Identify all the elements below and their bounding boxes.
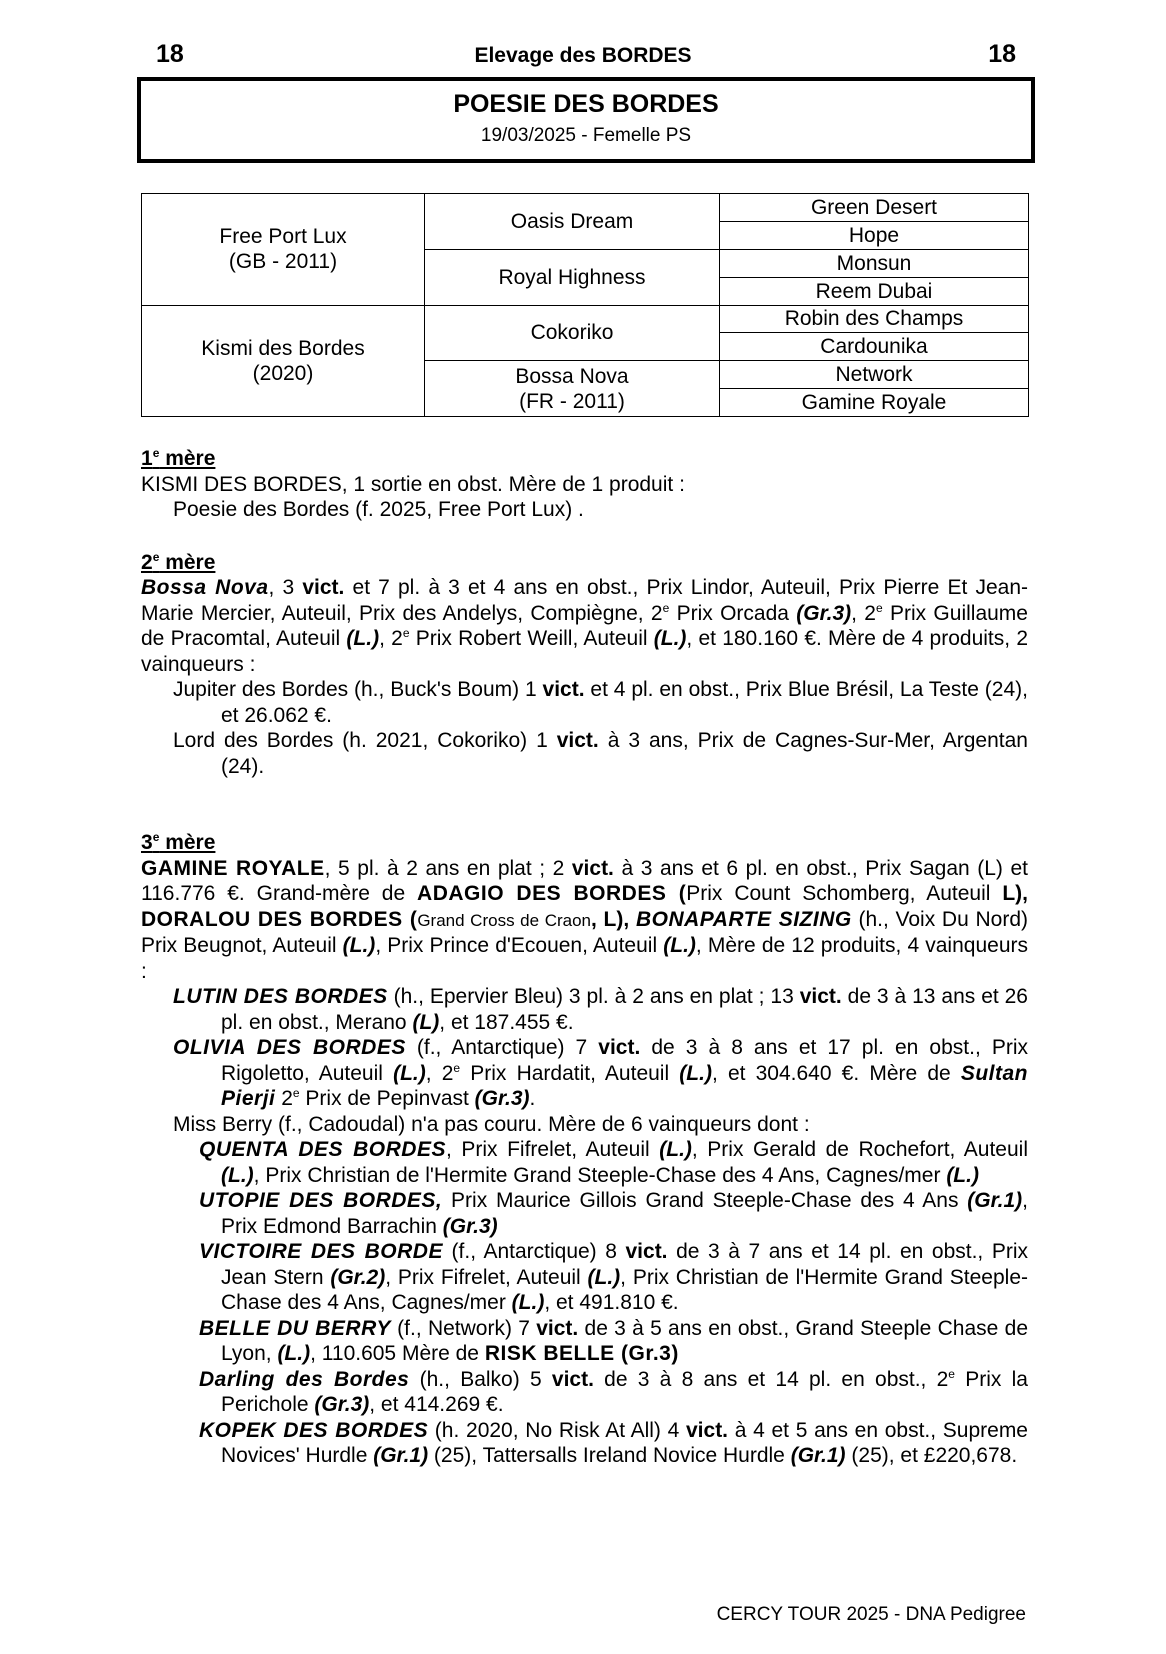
produce-item: Jupiter des Bordes (h., Buck's Boum) 1 vict. et 4 pl. en obst., Prix Blue Brésil, La Teste (24), et 26.062 €. xyxy=(173,678,1028,727)
pedigree-table xyxy=(141,193,1029,417)
grand-produce-item: VICTOIRE DES BORDE (f., Antarctique) 8 vict. de 3 à 7 ans et 14 pl. en obst., Prix Jean Stern (Gr.2), Prix Fifrelet, Auteuil (L.), Prix Christian de l'Hermite Grand Steeple-Chase des 4 Ans, Cagnes/mer (L.), et 491.810 €. xyxy=(199,1240,1029,1314)
second-dam-text: Bossa Nova, 3 vict. et 7 pl. à 3 et 4 ans en obst., Prix Lindor, Auteuil, Prix Pierre Et Jean-Marie Mercier, Auteuil, Prix des Andelys, Compiègne, 2e Prix Orcada (Gr.3), 2e Prix Guillaume de Pracomtal, Auteuil (L.), 2e Prix Robert Weill, Auteuil (L.), et 180.160 €. Mère de 4 produits, 2 vainqueurs : xyxy=(141,576,1028,676)
title-box xyxy=(137,77,1035,163)
grandparent-cell: Monsun xyxy=(720,249,1029,277)
grandparent-cell: Robin des Champs xyxy=(720,305,1029,333)
page-header xyxy=(150,40,1016,72)
dam-dam-cell: Bossa Nova (FR - 2011) xyxy=(425,361,720,417)
grand-produce-item: Darling des Bordes (h., Balko) 5 vict. de 3 à 8 ans et 14 pl. en obst., 2e Prix la Perichole (Gr.3), et 414.269 €. xyxy=(199,1366,1028,1416)
grand-produce-item: QUENTA DES BORDES, Prix Fifrelet, Auteuil (L.), Prix Gerald de Rochefort, Auteuil (L.), Prix Christian de l'Hermite Grand Steeple-Chase des 4 Ans, Cagnes/mer (L.) xyxy=(199,1138,1028,1187)
sire-cell: Free Port Lux (GB - 2011) xyxy=(142,194,425,306)
grandparent-cell: Gamine Royale xyxy=(720,389,1029,417)
breeder-name: Elevage des BORDES xyxy=(474,44,692,67)
grandparent-cell: Network xyxy=(720,361,1029,389)
lot-number-left: 18 xyxy=(156,40,184,68)
produce-item: LUTIN DES BORDES (h., Epervier Bleu) 3 pl. à 2 ans en plat ; 13 vict. de 3 à 13 ans et 26 pl. en obst., Merano (L), et 187.455 €. xyxy=(173,985,1028,1034)
second-dam-heading: 2e mère xyxy=(141,549,216,574)
grandparent-cell: Reem Dubai xyxy=(720,277,1029,305)
grand-produce-item: BELLE DU BERRY (f., Network) 7 vict. de 3 à 5 ans en obst., Grand Steeple Chase de Lyon, (L.), 110.605 Mère de RISK BELLE (Gr.3) xyxy=(199,1316,1028,1365)
grandparent-cell: Hope xyxy=(720,221,1029,249)
horse-birth-info: 19/03/2025 - Femelle PS xyxy=(480,125,692,146)
grand-produce-item: UTOPIE DES BORDES, Prix Maurice Gillois Grand Steeple-Chase des 4 Ans (Gr.1), Prix Edmond Barrachin (Gr.3) xyxy=(199,1189,1028,1238)
produce-item: Poesie des Bordes (f. 2025, Free Port Lux) . xyxy=(173,498,584,521)
horse-name: POESIE DES BORDES xyxy=(453,90,719,118)
dam-cell: Kismi des Bordes (2020) xyxy=(142,305,425,417)
produce-item: OLIVIA DES BORDES (f., Antarctique) 7 vict. de 3 à 8 ans et 17 pl. en obst., Prix Rigoletto, Auteuil (L.), 2e Prix Hardatit, Auteuil (L.), et 304.640 €. Mère de Sultan Pierji 2e Prix de Pepinvast (Gr.3). xyxy=(173,1036,1029,1110)
pedigree-notes xyxy=(141,441,1028,1469)
third-dam-heading: 3e mère xyxy=(141,830,216,854)
page-footer: CERCY TOUR 2025 - DNA Pedigree xyxy=(716,1604,1026,1625)
dam-sire-cell: Cokoriko xyxy=(425,305,720,361)
produce-item: Miss Berry (f., Cadoudal) n'a pas couru. Mère de 6 vainqueurs dont : xyxy=(173,1112,810,1136)
sire-sire-cell: Oasis Dream xyxy=(425,194,720,250)
produce-item: Lord des Bordes (h. 2021, Cokoriko) 1 vict. à 3 ans, Prix de Cagnes-Sur-Mer, Argentan (24). xyxy=(173,729,1028,778)
lot-number-right: 18 xyxy=(988,40,1016,68)
first-dam-text: KISMI DES BORDES, 1 sortie en obst. Mère de 1 produit : xyxy=(141,472,685,496)
grandparent-cell: Green Desert xyxy=(720,194,1029,222)
grand-produce-item: KOPEK DES BORDES (h. 2020, No Risk At All) 4 vict. à 4 et 5 ans en obst., Supreme Novices' Hurdle (Gr.1) (25), Tattersalls Ireland Novice Hurdle (Gr.1) (25), et £220,678. xyxy=(199,1418,1028,1467)
grandparent-cell: Cardounika xyxy=(720,333,1029,361)
first-dam-heading: 1e mère xyxy=(141,446,216,470)
third-dam-text: GAMINE ROYALE, 5 pl. à 2 ans en plat ; 2 vict. à 3 ans et 6 pl. en obst., Prix Sagan (L) et 116.776 €. Grand-mère de ADAGIO DES BORDES (Prix Count Schomberg, Auteuil L), DORALOU DES BORDES (Grand Cross de Craon, L), BONAPARTE SIZING (h., Voix Du Nord) Prix Beugnot, Auteuil (L.), Prix Prince d'Ecouen, Auteuil (L.), Mère de 12 produits, 4 vainqueurs : xyxy=(141,856,1028,983)
sire-dam-cell: Royal Highness xyxy=(425,249,720,305)
